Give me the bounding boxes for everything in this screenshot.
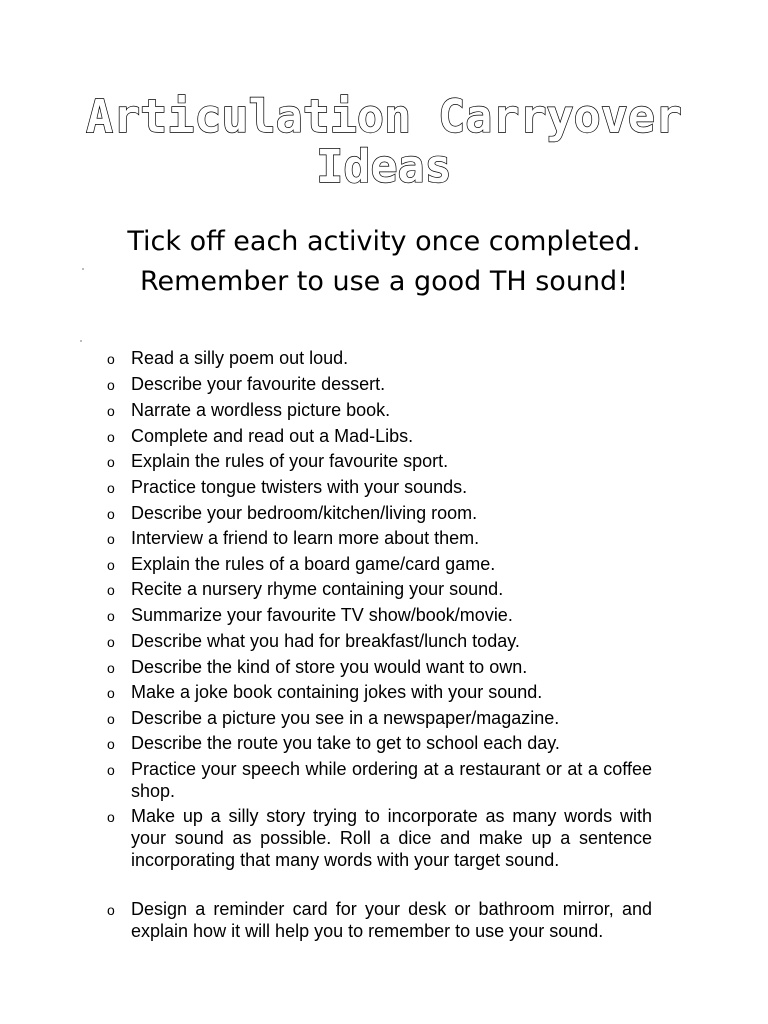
bullet-icon: o xyxy=(107,736,115,752)
bullet-icon: o xyxy=(107,634,115,650)
instruction-line-1: Tick off each activity once completed. xyxy=(127,226,641,257)
activity-text: Complete and read out a Mad-Libs. xyxy=(131,426,414,446)
activity-text: Make up a silly story trying to incorporate as many words with your sound as possible. Roll a dice and make up a sentence incorporating that many words with your target sound. xyxy=(131,806,652,870)
page-title xyxy=(0,92,768,192)
stray-mark xyxy=(80,340,82,342)
list-item xyxy=(107,758,652,802)
activity-text: Practice tongue twisters with your sounds. xyxy=(131,477,468,497)
bullet-icon: o xyxy=(107,351,115,367)
activity-text: Describe what you had for breakfast/lunch today. xyxy=(131,631,520,651)
activity-text: Read a silly poem out loud. xyxy=(131,348,349,368)
bullet-icon: o xyxy=(107,506,115,522)
bullet-icon: o xyxy=(107,902,115,918)
activity-text: Describe the kind of store you would want to own. xyxy=(131,657,528,677)
bullet-icon: o xyxy=(107,582,115,598)
bullet-icon: o xyxy=(107,531,115,547)
activity-text: Design a reminder card for your desk or bathroom mirror, and explain how it will help you to remember to use your sound. xyxy=(131,899,652,941)
activity-text: Describe the route you take to get to school each day. xyxy=(131,733,560,753)
activity-text: Interview a friend to learn more about them. xyxy=(131,528,480,548)
bullet-icon: o xyxy=(107,377,115,393)
activity-text: Describe your bedroom/kitchen/living room. xyxy=(131,503,478,523)
title-line-2: Ideas xyxy=(316,140,452,193)
bullet-icon: o xyxy=(107,660,115,676)
activity-text: Recite a nursery rhyme containing your sound. xyxy=(131,579,504,599)
bullet-icon: o xyxy=(107,762,115,778)
stray-mark xyxy=(82,268,84,270)
activity-text: Practice your speech while ordering at a restaurant or at a coffee shop. xyxy=(131,759,652,801)
activity-text: Describe a picture you see in a newspaper/magazine. xyxy=(131,708,560,728)
activity-text: Explain the rules of your favourite sport. xyxy=(131,451,449,471)
list-item xyxy=(107,805,652,893)
bullet-icon: o xyxy=(107,809,115,825)
title-line-1: Articulation Carryover xyxy=(85,90,683,143)
bullet-icon: o xyxy=(107,711,115,727)
bullet-icon: o xyxy=(107,557,115,573)
bullet-icon: o xyxy=(107,454,115,470)
activity-text: Explain the rules of a board game/card game. xyxy=(131,554,496,574)
bullet-icon: o xyxy=(107,480,115,496)
bullet-icon: o xyxy=(107,429,115,445)
activity-text: Describe your favourite dessert. xyxy=(131,374,386,394)
bullet-icon: o xyxy=(107,403,115,419)
bullet-icon: o xyxy=(107,608,115,624)
activity-text: Summarize your favourite TV show/book/movie. xyxy=(131,605,513,625)
list-item xyxy=(107,898,652,964)
bullet-icon: o xyxy=(107,685,115,701)
activity-text: Narrate a wordless picture book. xyxy=(131,400,391,420)
activity-text: Make a joke book containing jokes with your sound. xyxy=(131,682,543,702)
instruction-line-2: Remember to use a good TH sound! xyxy=(139,266,629,297)
